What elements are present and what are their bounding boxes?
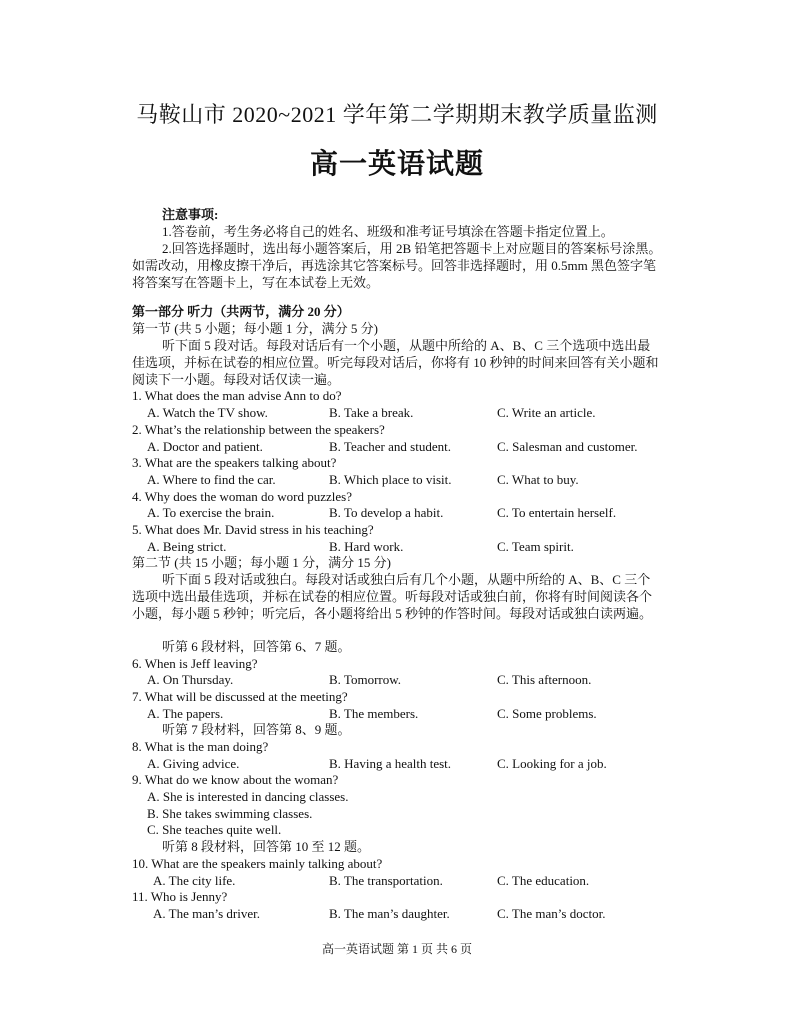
option-a: A. Doctor and patient. bbox=[147, 439, 263, 454]
option-b: B. Teacher and student. bbox=[329, 439, 451, 454]
option-b: B. Hard work. bbox=[329, 539, 404, 554]
page-footer: 高一英语试题 第 1 页 共 6 页 bbox=[321, 942, 472, 956]
section1-heading: 第一节 (共 5 小题；每小题 1 分，满分 5 分) bbox=[132, 321, 378, 336]
notice-item-2: 2.回答选择题时，选出每小题答案后，用 2B 铅笔把答题卡上对应题目的答案标号涂黑。如需改动，用橡皮擦干净后，再选涂其它答案标号。回答非选择题时，用 0.5mm 黑色签字笔将答案写在答题卡上，写在本试卷上无效。 bbox=[132, 241, 662, 290]
option-c: C. This afternoon. bbox=[497, 672, 592, 687]
option-a: A. On Thursday. bbox=[147, 672, 234, 687]
option-c: C. The education. bbox=[497, 873, 590, 888]
option-a: A. Where to find the car. bbox=[147, 472, 276, 487]
option-a: A. The papers. bbox=[147, 706, 224, 721]
option-b: B. Tomorrow. bbox=[329, 672, 402, 687]
option-b: B. The transportation. bbox=[329, 873, 443, 888]
option-c: C. What to buy. bbox=[497, 472, 579, 487]
option-c: C. Salesman and customer. bbox=[497, 439, 638, 454]
section2-heading: 第二节 (共 15 小题；每小题 1 分，满分 15 分) bbox=[132, 555, 391, 570]
question-stem: 9. What do we know about the woman? bbox=[132, 772, 339, 787]
question-stem: 10. What are the speakers mainly talking about? bbox=[132, 856, 383, 871]
question-stem: 2. What’s the relationship between the speakers? bbox=[132, 422, 385, 437]
notice-item-1: 1.答卷前，考生务必将自己的姓名、班级和准考证号填涂在答题卡指定位置上。 bbox=[162, 224, 614, 239]
option-b: B. The members. bbox=[329, 706, 419, 721]
option-c: C. Some problems. bbox=[497, 706, 597, 721]
question-stem: 3. What are the speakers talking about? bbox=[132, 455, 337, 470]
option-a: A. She is interested in dancing classes. bbox=[147, 789, 349, 804]
option-a: A. The man’s driver. bbox=[153, 906, 260, 921]
material-note: 听第 7 段材料，回答第 8、9 题。 bbox=[162, 722, 351, 737]
material-note: 听第 6 段材料，回答第 6、7 题。 bbox=[162, 639, 351, 654]
option-a: A. To exercise the brain. bbox=[147, 505, 275, 520]
question-stem: 11. Who is Jenny? bbox=[132, 889, 228, 904]
option-c: C. She teaches quite well. bbox=[147, 822, 282, 837]
option-b: B. To develop a habit. bbox=[329, 505, 444, 520]
question-stem: 1. What does the man advise Ann to do? bbox=[132, 388, 342, 403]
option-b: B. Take a break. bbox=[329, 405, 414, 420]
question-stem: 8. What is the man doing? bbox=[132, 739, 269, 754]
exam-subtitle: 高一英语试题 bbox=[309, 149, 484, 180]
question-stem: 4. Why does the woman do word puzzles? bbox=[132, 489, 352, 504]
option-a: A. Giving advice. bbox=[147, 756, 240, 771]
option-c: C. Team spirit. bbox=[497, 539, 574, 554]
option-a: A. The city life. bbox=[153, 873, 236, 888]
question-stem: 7. What will be discussed at the meeting? bbox=[132, 689, 348, 704]
exam-title: 马鞍山市 2020~2021 学年第二学期期末教学质量监测 bbox=[136, 102, 658, 127]
option-c: C. Looking for a job. bbox=[497, 756, 607, 771]
section2-instructions: 听下面 5 段对话或独白。每段对话或独白后有几个小题，从题中所给的 A、B、C 三个选项中选出最佳选项，并标在试卷的相应位置。听每段对话或独白前，你将有时间阅读各个小题，每小题 5 秒钟；听完后，各小题将给出 5 秒钟的作答时间。每段对话或独白读两遍。 bbox=[132, 572, 653, 621]
option-b: B. Which place to visit. bbox=[329, 472, 452, 487]
material-note: 听第 8 段材料，回答第 10 至 12 题。 bbox=[162, 839, 371, 854]
notice-heading: 注意事项: bbox=[162, 207, 219, 222]
option-b: B. Having a health test. bbox=[329, 756, 452, 771]
part1-heading: 第一部分 听力（共两节，满分 20 分） bbox=[132, 304, 350, 319]
section1-instructions: 听下面 5 段对话。每段对话后有一个小题，从题中所给的 A、B、C 三个选项中选出最佳选项，并标在试卷的相应位置。听完每段对话后，你将有 10 秒钟的时间来回答有关小题和阅读下一小题。每段对话仅读一遍。 bbox=[132, 338, 659, 387]
option-a: A. Watch the TV show. bbox=[147, 405, 268, 420]
option-a: A. Being strict. bbox=[147, 539, 227, 554]
question-stem: 6. When is Jeff leaving? bbox=[132, 656, 258, 671]
option-c: C. Write an article. bbox=[497, 405, 596, 420]
option-b: B. She takes swimming classes. bbox=[147, 806, 313, 821]
option-c: C. The man’s doctor. bbox=[497, 906, 606, 921]
option-b: B. The man’s daughter. bbox=[329, 906, 450, 921]
option-c: C. To entertain herself. bbox=[497, 505, 617, 520]
question-stem: 5. What does Mr. David stress in his teaching? bbox=[132, 522, 374, 537]
